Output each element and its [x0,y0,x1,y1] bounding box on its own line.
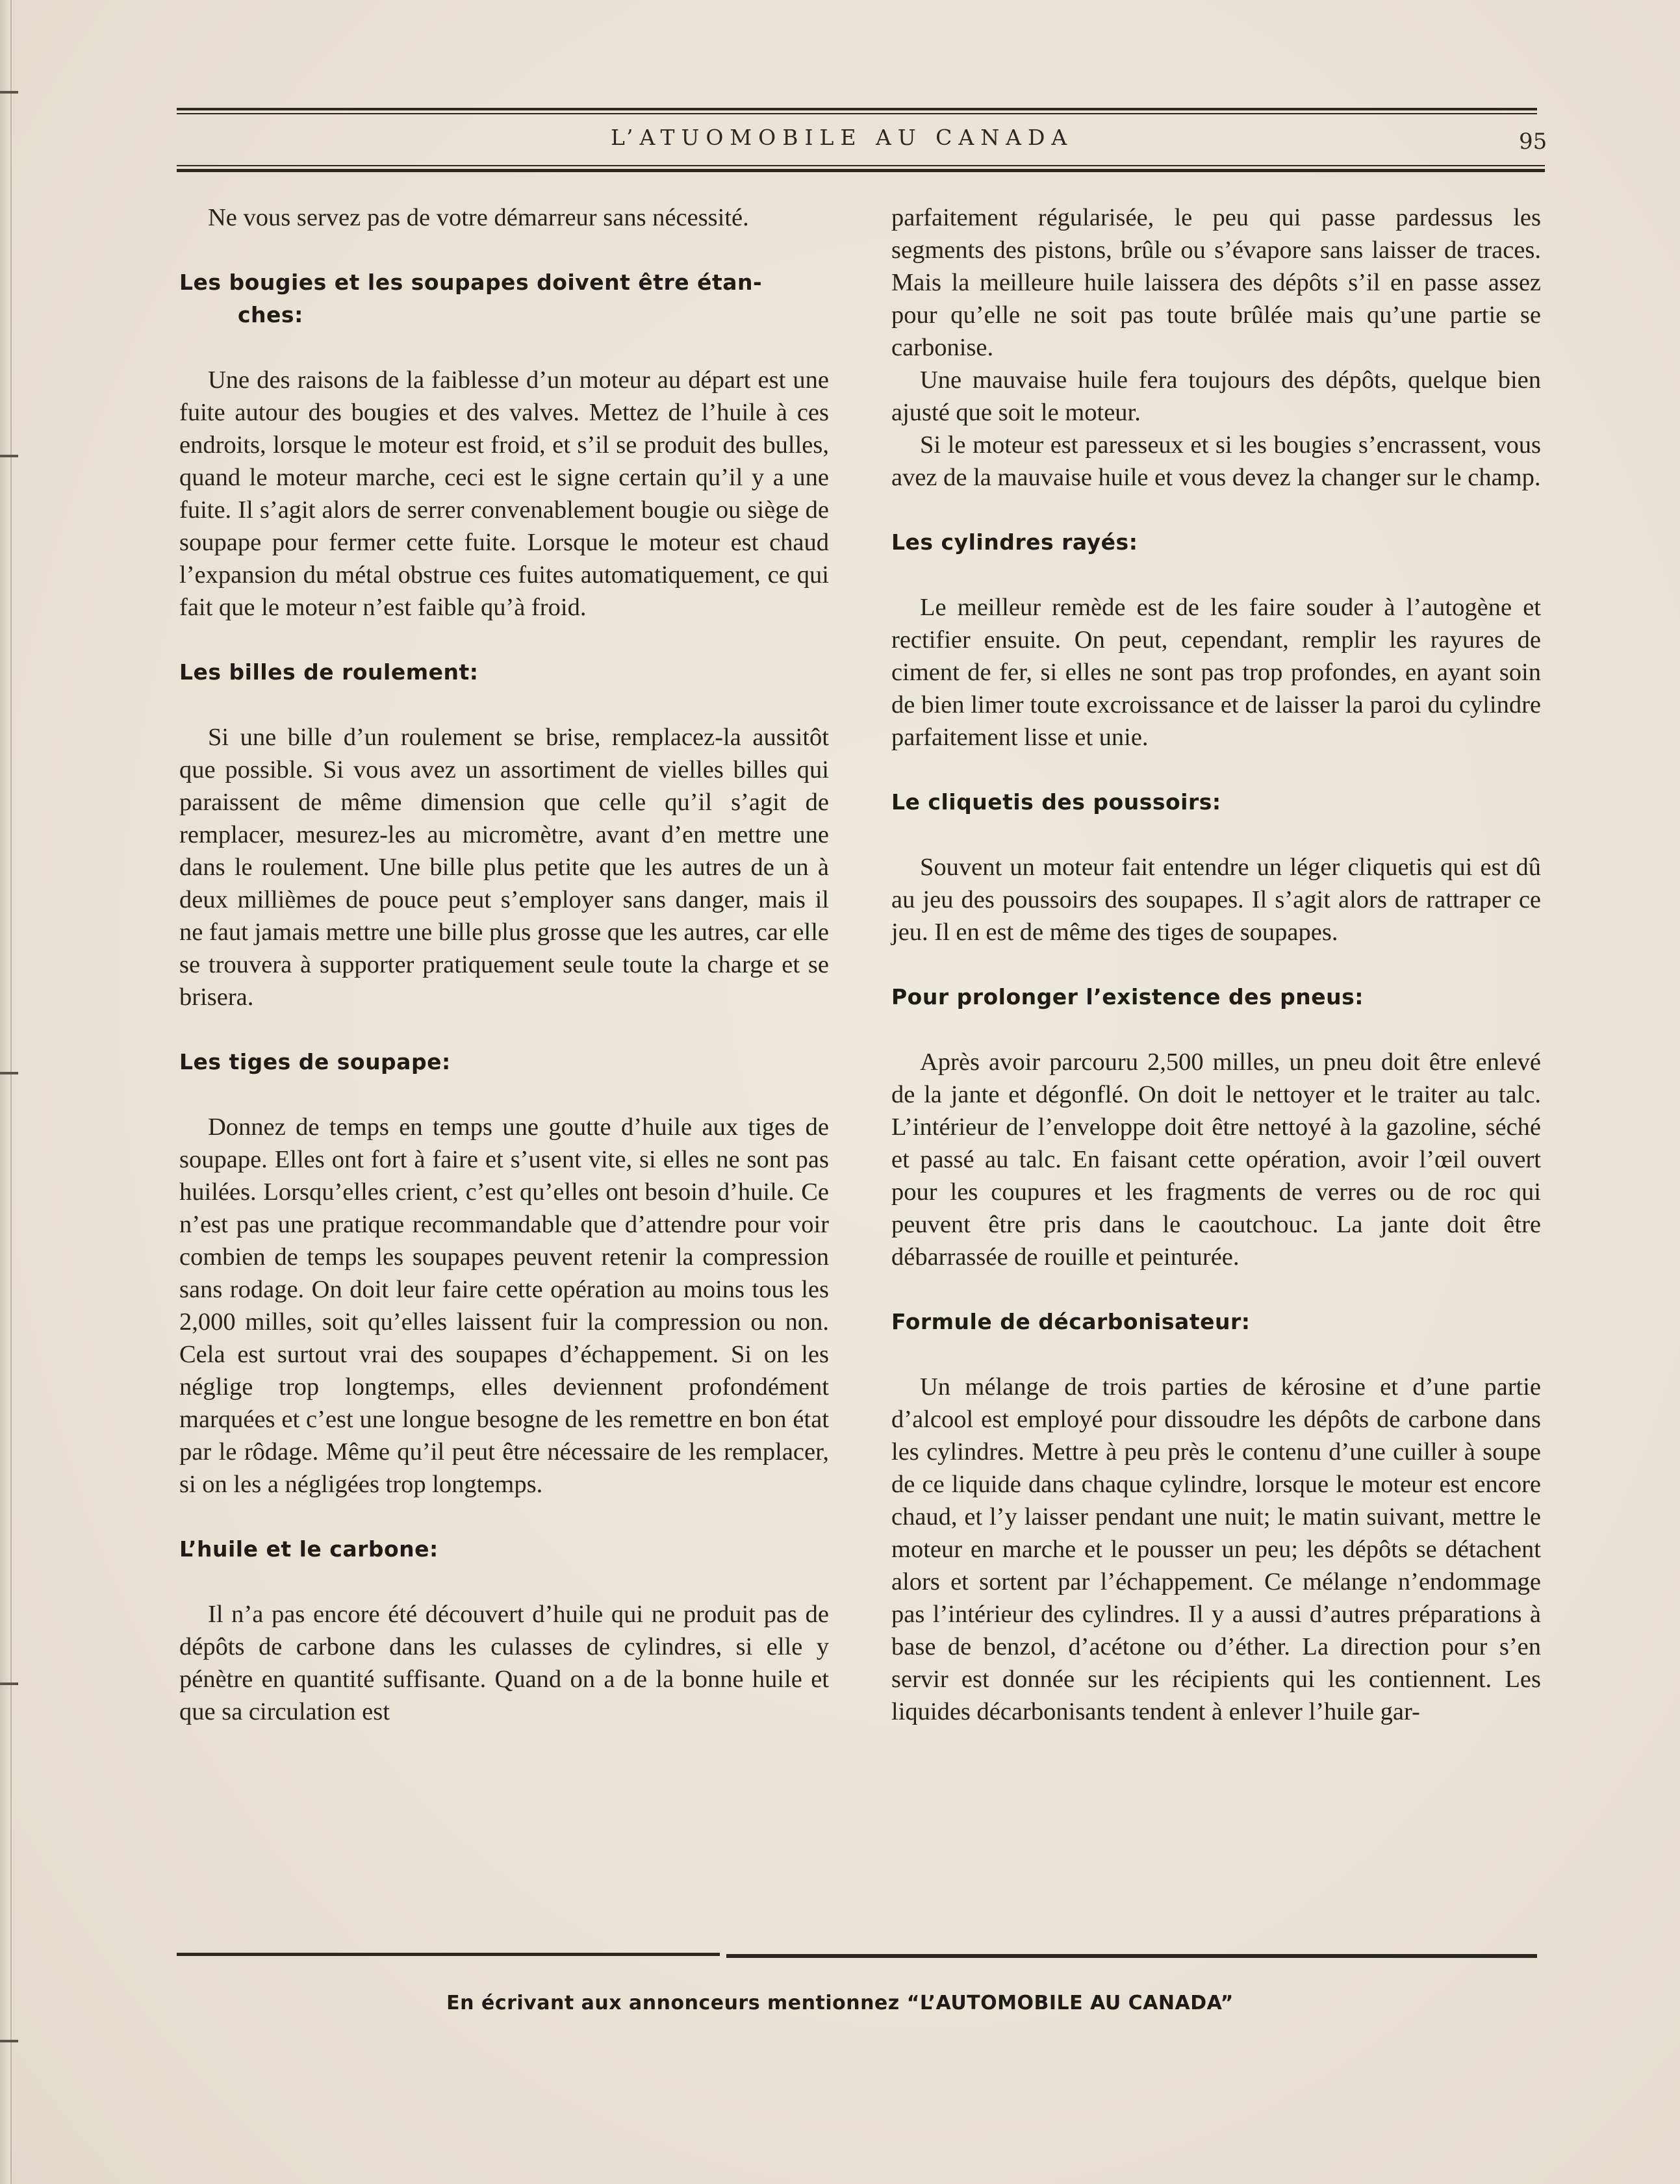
right-column [891,201,1541,1728]
binding-mark [0,1682,18,1685]
section-body-tiges: Donnez de temps en temps une goutte d’huile aux tiges de soupape. Elles ont fort à faire et s’usent vite, si elles ne sont pas huilées. Lorsqu’elles crient, c’est qu’elles ont besoin d’huile. Ce n’est pas une pratique recommandable que d’attendre pour voir combien de temps les soupapes peuvent retenir la compression sans rodage. On doit leur faire cette opération au moins tous les 2,000 milles, soit qu’elles laissent fuir la compression ou non. Cela est surtout vrai des soupapes d’échappement. Si on les néglige trop longtemps, elles deviennent profondément marquées et c’est une longue besogne de les remettre en bon état par le rôdage. Même qu’il peut être nécessaire de les remplacer, si on les a négligées trop longtemps. [179,1113,829,1498]
footer-rule-right [726,1954,1537,1958]
section-body-cylindres: Le meilleur remède est de les faire souder à l’autogène et rectifier ensuite. On peut, cependant, remplir les rayures de ciment de fer, si elles ne sont pas trop profondes, en ayant soin de bien limer toute excroissance et de laisser la paroi du cylindre parfaitement lisse et unie. [891,594,1541,751]
heading-line-1: Les bougies et les soupapes doivent être étan- [179,270,763,295]
section-body-cliquetis: Souvent un moteur fait entendre un léger cliquetis qui est dû au jeu des poussoirs des soupapes. Il s’agit alors de rattraper ce jeu. Il en est de même des tiges de soupapes. [891,854,1541,946]
header-top-rule-thin [177,113,1537,114]
section-heading-tiges: Les tiges de soupape: [179,1049,451,1074]
section-heading-decarbonisateur: Formule de décarbonisateur: [891,1309,1251,1334]
binding-mark [0,1072,18,1074]
left-column [179,201,829,1728]
binding-mark [0,455,18,457]
heading-line-2: ches: [238,302,303,327]
footer-rule-left [177,1953,720,1956]
header-bottom-rule-thin [177,165,1545,166]
section-body-decarbonisateur: Un mélange de trois parties de kérosine et d’une partie d’alcool est employé pour dissoudre les dépôts de carbone dans les cylindres. Mettre à peu près le contenu d’une cuiller à soupe de ce liquide dans chaque cylindre, lorsque le moteur est encore chaud, et l’y laisser pendant une nuit; le matin suivant, mettre le moteur en marche et le pousser un peu; les dépôts se détachent alors et sortent par l’échappement. Ce mélange n’endommage pas l’intérieur des cylindres. Il y a aussi d’autres préparations à base de benzol, d’acétone ou d’éther. La direction pour s’en servir est donnée sur les récipients qui les contiennent. Les liquides décarbonisants tendent à enlever l’huile gar- [891,1373,1541,1725]
continuation-paragraph-2: Une mauvaise huile fera toujours des dépôts, quelque bien ajusté que soit le moteur. [891,366,1541,426]
running-header-title: L’ATUOMOBILE AU CANADA [611,125,1074,150]
section-heading-bougies [179,266,829,331]
binding-edge [0,0,12,2184]
header-bottom-rule [177,169,1545,172]
page-number: 95 [1519,129,1547,155]
section-body-billes: Si une bille d’un roulement se brise, remplacez-la aussitôt que possible. Si vous avez un assortiment de vielles billes qui paraissent de même dimension que celle qu’il s’agit de remplacer, mesurez-les au micromètre, avant d’en mettre une dans le roulement. Une bille plus petite que les autres de un à deux millièmes de pouce peut s’employer sans danger, mais il ne faut jamais mettre une bille plus grosse que les autres, car elle se trouvera à supporter pratiquement seule toute la charge et se brisera. [179,724,829,1011]
section-body-pneus: Après avoir parcouru 2,500 milles, un pneu doit être enlevé de la jante et dégonflé. On doit le nettoyer et le traiter au talc. L’intérieur de l’enveloppe doit être nettoyé à la gazoline, séché et passé au talc. En faisant cette opération, avoir l’œil ouvert pour les coupures et les fragments de verres ou de roc qui peuvent être pris dans le caoutchouc. La jante doit être débarrassée de rouille et peinturée. [891,1048,1541,1271]
intro-paragraph: Ne vous servez pas de votre démarreur sans nécessité. [208,204,749,231]
header-top-rule [177,108,1537,110]
section-heading-cylindres: Les cylindres rayés: [891,529,1138,555]
continuation-paragraph: parfaitement régularisée, le peu qui passe pardessus les segments des pistons, brûle ou s’évapore sans laisser de traces. Mais la meilleure huile laissera des dépôts s’il en passe assez pour qu’elle ne soit pas toute brûlée mais qu’une partie se carbonise. [891,204,1541,361]
section-heading-pneus: Pour prolonger l’existence des pneus: [891,984,1364,1009]
section-heading-huile: L’huile et le carbone: [179,1536,439,1562]
section-body-huile: Il n’a pas encore été découvert d’huile qui ne produit pas de dépôts de carbone dans les culasses de cylindres, si elle y pénètre en quantité suffisante. Quand on a de la bonne huile et que sa circulation est [179,1601,829,1725]
binding-mark [0,2040,18,2042]
section-heading-cliquetis: Le cliquetis des poussoirs: [891,789,1221,815]
section-body-bougies: Une des raisons de la faiblesse d’un moteur au départ est une fuite autour des bougies et des valves. Mettez de l’huile à ces endroits, lorsque le moteur est froid, et s’il se produit des bulles, quand le moteur marche, ceci est le signe certain qu’il y a une fuite. Il s’agit alors de serrer convenablement bougie ou siège de soupape pour fermer cette fuite. Lorsque le moteur est chaud l’expansion du métal obstrue ces fuites automatiquement, ce qui fait que le moteur n’est faible qu’à froid. [179,366,829,621]
binding-mark [0,91,18,94]
section-heading-billes: Les billes de roulement: [179,659,479,685]
footer-advertiser-notice: En écrivant aux annonceurs mentionnez “L’AUTOMOBILE AU CANADA” [446,1992,1234,2014]
continuation-paragraph-3: Si le moteur est paresseux et si les bougies s’encrassent, vous avez de la mauvaise huile et vous devez la changer sur le champ. [891,431,1541,491]
